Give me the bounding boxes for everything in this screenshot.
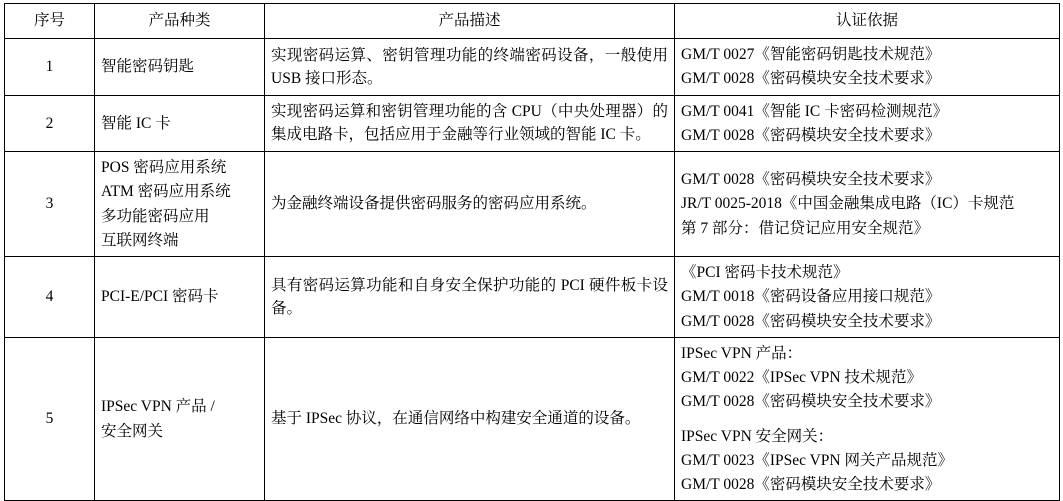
certification-basis-line: GM/T 0018《密码设备应用接口规范》 [681, 288, 941, 306]
table-row [5, 95, 1060, 152]
table-body [5, 39, 1060, 501]
product-type [95, 257, 265, 338]
product-type [95, 95, 265, 152]
product-certification-table [4, 3, 1060, 501]
product-type [95, 39, 265, 96]
product-type-line: 安全网关 [101, 422, 164, 440]
certification-basis-line: GM/T 0028《密码模块安全技术要求》 [681, 171, 941, 189]
row-number: 3 [5, 152, 95, 257]
product-description [265, 337, 675, 501]
certification-basis-line: GM/T 0028《密码模块安全技术要求》 [681, 70, 941, 88]
column-header-no: 序号 [5, 4, 95, 39]
product-description [265, 95, 675, 152]
table-header [5, 4, 1060, 39]
table-row [5, 257, 1060, 338]
product-description-text: 具有密码运算功能和自身安全保护功能的 PCI 硬件板卡设备。 [271, 276, 668, 317]
basis-group-spacer [681, 414, 1053, 425]
certification-basis-line: JR/T 0025-2018《中国金融集成电路（IC）卡规范 [681, 195, 1015, 213]
certification-basis [675, 39, 1060, 96]
product-description [265, 257, 675, 338]
column-header-desc: 产品描述 [265, 4, 675, 39]
product-type-line: 智能密码钥匙 [101, 58, 195, 76]
certification-basis-line: GM/T 0022《IPSec VPN 技术规范》 [681, 369, 922, 386]
certification-basis-line: GM/T 0041《智能 IC 卡密码检测规范》 [681, 102, 949, 120]
table-header-row [5, 4, 1060, 39]
product-type-line: IPSec VPN 产品 / [101, 398, 215, 416]
row-number: 2 [5, 95, 95, 152]
certification-basis [675, 257, 1060, 338]
product-description [265, 152, 675, 257]
certification-basis-line: GM/T 0028《密码模块安全技术要求》 [681, 312, 941, 330]
table-row [5, 337, 1060, 501]
table-row [5, 39, 1060, 96]
product-type-line: 智能 IC 卡 [101, 114, 171, 132]
certification-basis-line: 《PCI 密码卡技术规范》 [681, 264, 849, 281]
certification-basis [675, 152, 1060, 257]
table-row [5, 152, 1060, 257]
product-type-line: 互联网终端 [101, 231, 179, 249]
certification-basis-line: GM/T 0028《密码模块安全技术要求》 [681, 393, 941, 411]
certification-basis-line: IPSec VPN 产品： [681, 344, 803, 362]
column-header-type: 产品种类 [95, 4, 265, 39]
product-type-line: ATM 密码应用系统 [101, 183, 231, 201]
certification-basis-line: GM/T 0023《IPSec VPN 网关产品规范》 [681, 451, 953, 469]
certification-basis-line: IPSec VPN 安全网关： [681, 427, 834, 445]
product-type [95, 152, 265, 257]
certification-basis-line: 第 7 部分：借记贷记应用安全规范》 [681, 219, 930, 237]
document-page [0, 3, 1063, 493]
certification-basis-line: GM/T 0028《密码模块安全技术要求》 [681, 126, 941, 144]
certification-basis [675, 337, 1060, 501]
product-type [95, 337, 265, 501]
product-description-text: 为金融终端设备提供密码服务的密码应用系统。 [271, 195, 597, 213]
certification-basis [675, 95, 1060, 152]
certification-basis-line: GM/T 0027《智能密码钥匙技术规范》 [681, 46, 941, 63]
product-type-line: POS 密码应用系统 [101, 159, 227, 176]
row-number: 4 [5, 257, 95, 338]
row-number: 1 [5, 39, 95, 96]
product-type-line: 多功能密码应用 [101, 207, 210, 225]
product-description [265, 39, 675, 96]
row-number: 5 [5, 337, 95, 501]
column-header-basis: 认证依据 [675, 4, 1060, 39]
product-description-text: 实现密码运算和密钥管理功能的含 CPU（中央处理器）的集成电路卡，包括应用于金融等行业领域的智能 IC 卡。 [271, 103, 668, 144]
product-description-text: 基于 IPSec 协议，在通信网络中构建安全通道的设备。 [271, 410, 641, 428]
product-type-line: PCI-E/PCI 密码卡 [101, 288, 219, 306]
product-description-text: 实现密码运算、密钥管理功能的终端密码设备，一般使用 USB 接口形态。 [271, 46, 668, 87]
certification-basis-line: GM/T 0028《密码模块安全技术要求》 [681, 476, 941, 493]
